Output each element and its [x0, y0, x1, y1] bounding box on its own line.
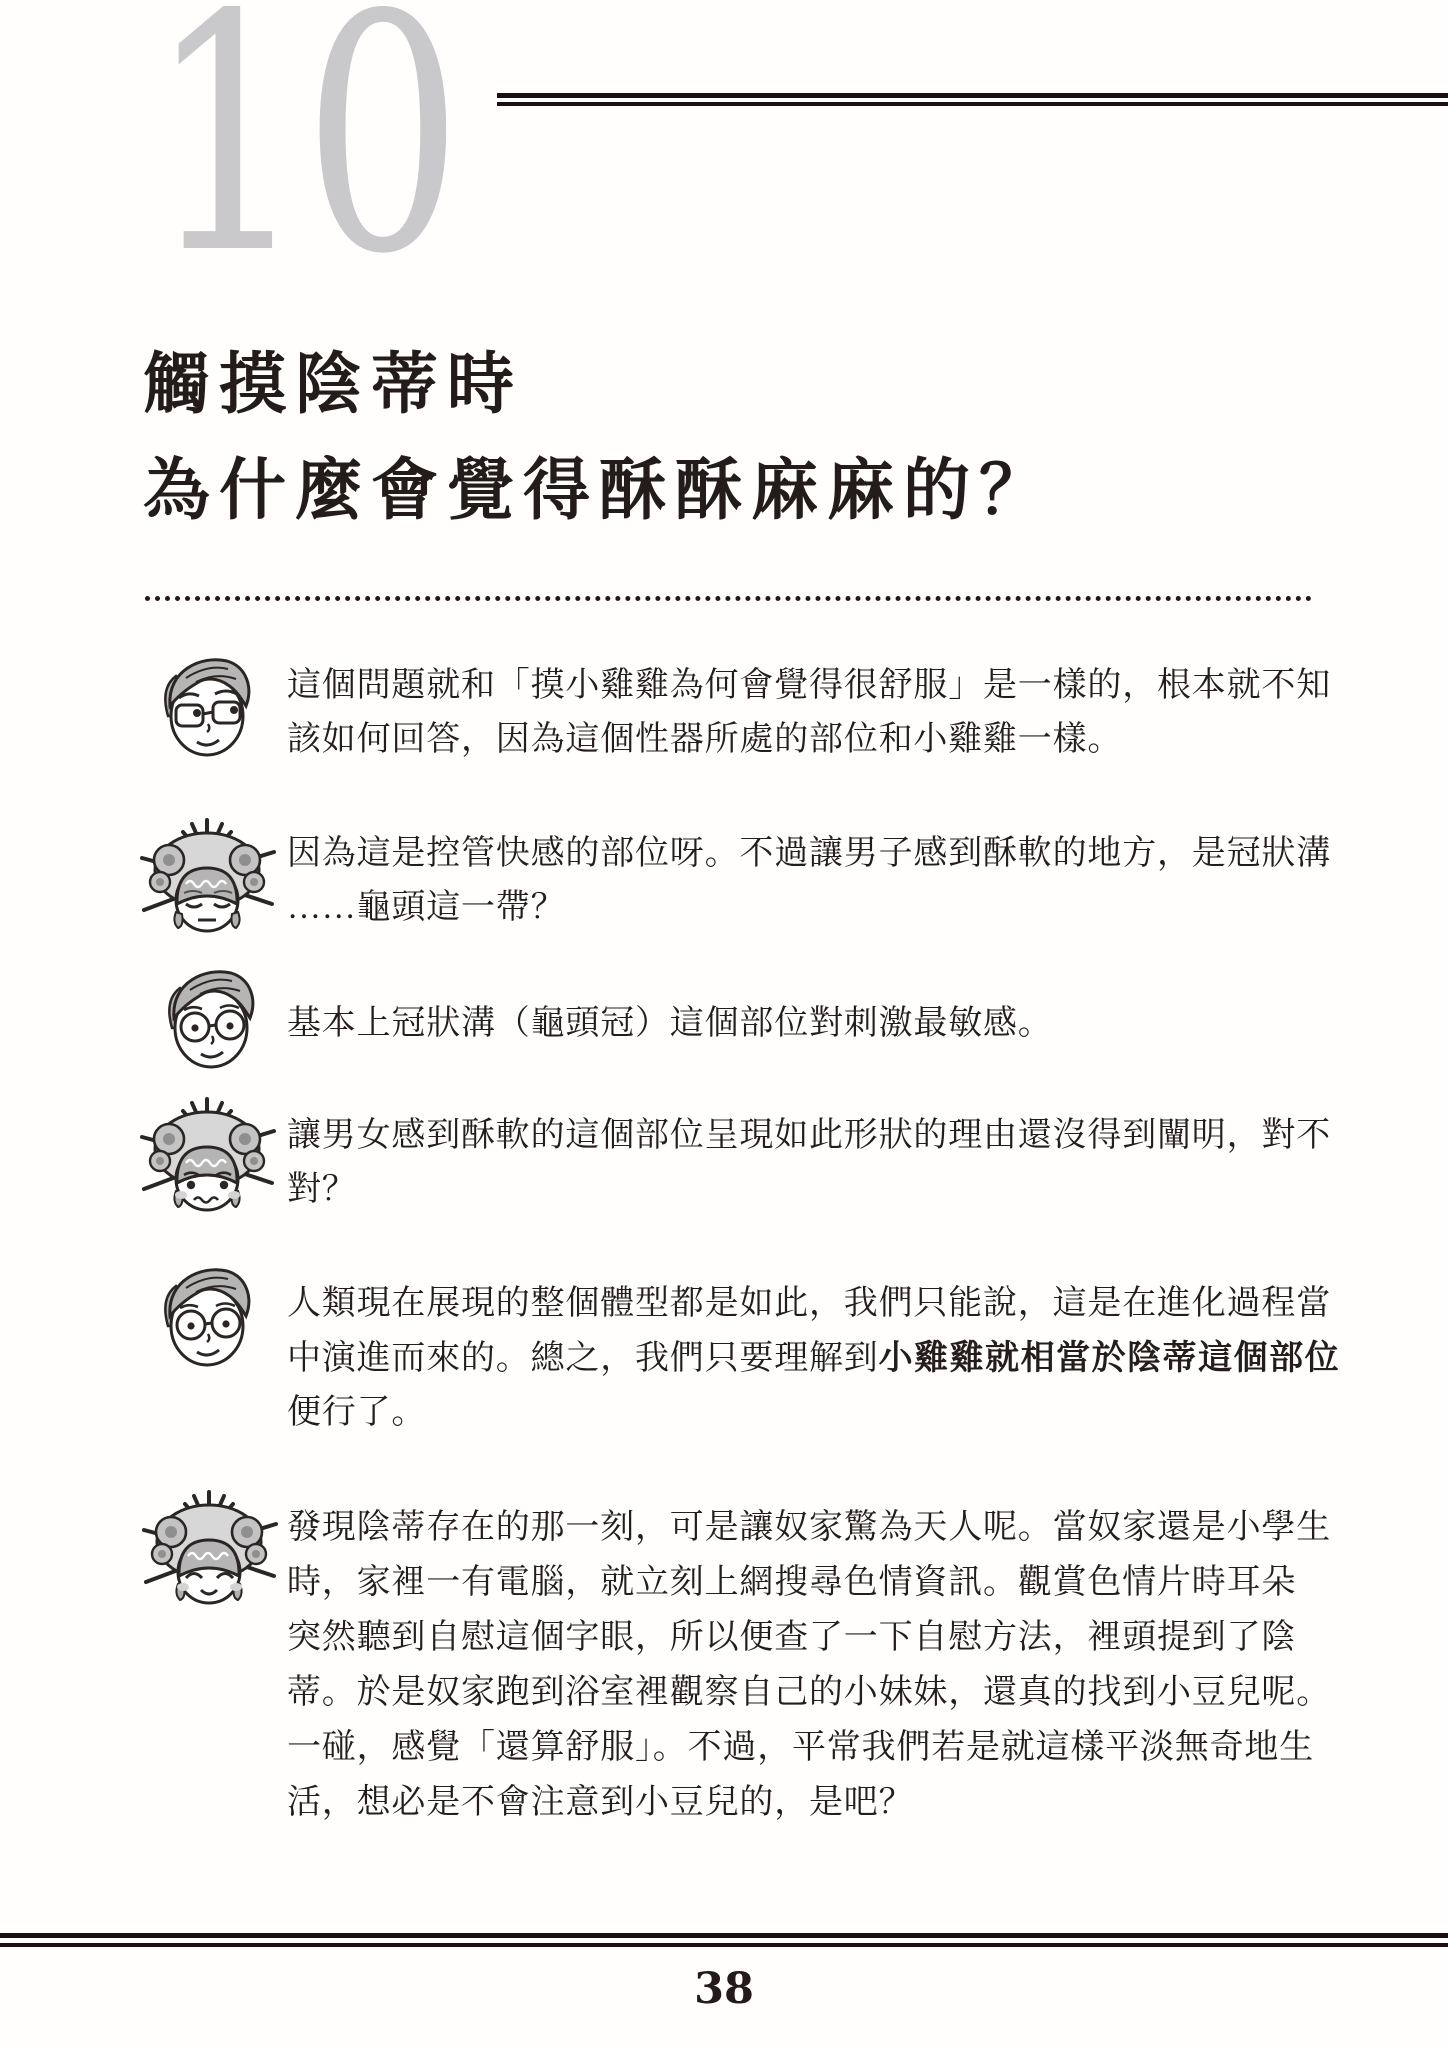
dialogue-text: 時，家裡一有電腦，就立刻上網搜尋色情資訊。觀賞色情片時耳朵 — [287, 1564, 1297, 1601]
dialogue-line — [287, 1109, 1331, 1163]
dialogue-text: 因為這是控管快感的部位呀。不過讓男子感到酥軟的地方，是冠狀溝 — [287, 835, 1331, 872]
dialogue-text: 活，想必是不會注意到小豆兒的，是吧？ — [287, 1784, 914, 1821]
dialogue-line — [287, 1720, 1327, 1775]
dialogue-text: 人類現在展現的整個體型都是如此，我們只能說，這是在進化過程當 — [287, 1285, 1331, 1322]
dialogue-text: 突然聽到自慰這個字眼，所以便查了一下自慰方法，裡頭提到了陰 — [287, 1619, 1297, 1656]
dialogue-speech — [287, 1277, 1341, 1440]
old-man-avatar — [152, 652, 258, 769]
dialogue-speech — [287, 997, 1327, 1051]
dialogue-text: 一碰，感覺「還算舒服」。不過，平常我們若是就這樣平淡無奇地生 — [287, 1729, 1314, 1766]
dialogue-text: 這個問題就和「摸小雞雞為何會覺得很舒服」是一樣的，根本就不知 — [287, 667, 1331, 704]
courtesan-avatar — [136, 816, 278, 949]
courtesan-avatar — [136, 1095, 278, 1228]
dialogue-text: 基本上冠狀溝（龜頭冠）這個部位對刺激最敏感。 — [287, 1005, 1053, 1042]
dotted-divider — [145, 596, 1312, 601]
old-man-glasses-avatar-icon — [156, 964, 262, 1076]
dialogue-line — [287, 1555, 1327, 1610]
page-title-line-1: 觸摸陰蒂時 — [143, 348, 523, 422]
old-man-avatar — [152, 1262, 258, 1379]
dialogue-speech — [287, 827, 1331, 935]
dialogue-text: 對？ — [287, 1171, 357, 1208]
dialogue-line — [287, 713, 1327, 767]
dialogue-text: 中演進而來的。總之，我們只要理解到 — [287, 1340, 879, 1377]
dialogue-text: ……龜頭這一帶？ — [287, 889, 566, 926]
dialogue-line — [287, 1665, 1331, 1720]
dialogue-speech — [287, 1109, 1331, 1217]
dialogue-line — [287, 1500, 1331, 1555]
dialogue-line — [287, 1277, 1331, 1331]
old-man-glasses-avatar-icon — [152, 1262, 258, 1374]
dialogue-text: 便行了。 — [287, 1394, 427, 1431]
dialogue-line — [287, 1775, 1327, 1830]
dialogue-text: 讓男女感到酥軟的這個部位呈現如此形狀的理由還沒得到闡明，對不 — [287, 1117, 1331, 1154]
dialogue-speech — [287, 659, 1331, 767]
courtesan-hairpins-avatar-icon — [136, 1095, 278, 1223]
old-man-glasses-avatar-icon — [152, 652, 258, 764]
dialogue-line — [287, 1610, 1327, 1665]
dialogue-line — [287, 659, 1331, 713]
top-double-rule — [497, 93, 1448, 106]
courtesan-avatar — [138, 1488, 280, 1621]
dialogue-line — [287, 1386, 1327, 1440]
dialogue-line — [287, 1163, 1327, 1217]
page-number: 38 — [694, 1964, 754, 2014]
dialogue-text: 該如何回答，因為這個性器所處的部位和小雞雞一樣。 — [287, 721, 1123, 758]
dialogue-text: 蒂。於是奴家跑到浴室裡觀察自己的小妹妹，還真的找到小豆兒呢。 — [287, 1674, 1331, 1711]
dialogue-line — [287, 827, 1331, 881]
chapter-number: 10 — [148, 0, 459, 325]
dialogue-speech — [287, 1500, 1331, 1830]
dialogue-line — [287, 1331, 1341, 1386]
courtesan-hairpins-avatar-icon — [138, 1488, 280, 1616]
dialogue-line — [287, 881, 1327, 935]
dialogue-bold-text: 小雞雞就相當於陰蒂這個部位 — [878, 1339, 1341, 1377]
dialogue-text: 發現陰蒂存在的那一刻，可是讓奴家驚為天人呢。當奴家還是小學生 — [287, 1509, 1331, 1546]
bottom-double-rule — [0, 1933, 1448, 1947]
old-man-avatar — [156, 964, 262, 1081]
dialogue-line — [287, 997, 1327, 1051]
page-title-line-2: 為什麼會覺得酥酥麻麻的？ — [143, 454, 1055, 528]
courtesan-hairpins-avatar-icon — [136, 816, 278, 944]
